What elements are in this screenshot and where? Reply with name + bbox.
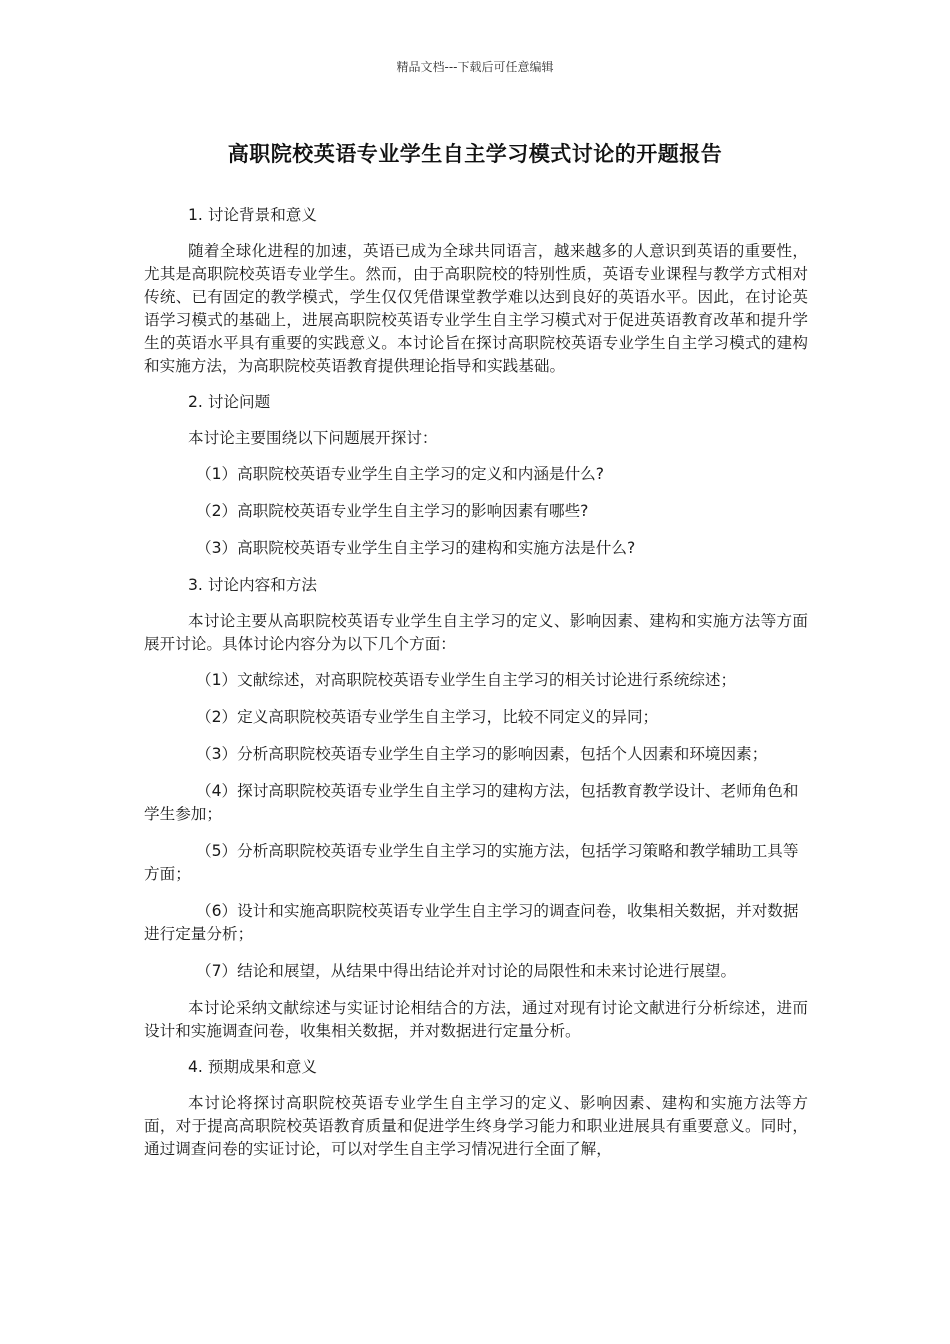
list-item: （1）高职院校英语专业学生自主学习的定义和内涵是什么?	[196, 465, 605, 483]
list-item: （2）高职院校英语专业学生自主学习的影响因素有哪些?	[196, 502, 589, 520]
paragraph: 本讨论主要围绕以下问题展开探讨：	[188, 429, 438, 447]
section-heading: 2. 讨论问题	[188, 393, 271, 411]
list-item: （4）探讨高职院校英语专业学生自主学习的建构方法，包括教育教学设计、老师角色和学生参加；	[144, 782, 799, 823]
header-note: 精品文档---下载后可任意编辑	[396, 60, 554, 74]
section-heading: 3. 讨论内容和方法	[188, 576, 317, 594]
paragraph: 随着全球化进程的加速，英语已成为全球共同语言，越来越多的人意识到英语的重要性，尤其是高职院校英语专业学生。然而，由于高职院校的特别性质，英语专业课程与教学方式相对传统、已有固定的教学模式，学生仅仅凭借课堂教学难以达到良好的英语水平。因此，在讨论英语学习模式的基础上，进展高职院校英语专业学生自主学习模式对于促进英语教育改革和提升学生的英语水平具有重要的实践意义。本讨论旨在探讨高职院校英语专业学生自主学习模式的建构和实施方法，为高职院校英语教育提供理论指导和实践基础。	[144, 242, 808, 375]
paragraph: 本讨论采纳文献综述与实证讨论相结合的方法，通过对现有讨论文献进行分析综述，进而设计和实施调查问卷，收集相关数据，并对数据进行定量分析。	[144, 999, 808, 1040]
document-body	[144, 204, 808, 1174]
section-heading: 4. 预期成果和意义	[188, 1058, 317, 1076]
section-heading: 1. 讨论背景和意义	[188, 206, 317, 224]
document-title: 高职院校英语专业学生自主学习模式讨论的开题报告	[227, 142, 723, 166]
list-item: （3）高职院校英语专业学生自主学习的建构和实施方法是什么?	[196, 539, 636, 557]
list-item: （3）分析高职院校英语专业学生自主学习的影响因素，包括个人因素和环境因素；	[196, 745, 768, 763]
list-item: （2）定义高职院校英语专业学生自主学习，比较不同定义的异同；	[196, 708, 659, 726]
list-item: （5）分析高职院校英语专业学生自主学习的实施方法，包括学习策略和教学辅助工具等方面；	[144, 842, 799, 883]
paragraph: 本讨论主要从高职院校英语专业学生自主学习的定义、影响因素、建构和实施方法等方面展开讨论。具体讨论内容分为以下几个方面：	[144, 612, 808, 653]
paragraph: 本讨论将探讨高职院校英语专业学生自主学习的定义、影响因素、建构和实施方法等方面，对于提高高职院校英语教育质量和促进学生终身学习能力和职业进展具有重要意义。同时，通过调查问卷的实证讨论，可以对学生自主学习情况进行全面了解，	[144, 1094, 808, 1158]
list-item: （7）结论和展望，从结果中得出结论并对讨论的局限性和未来讨论进行展望。	[196, 962, 737, 980]
list-item: （1）文献综述，对高职院校英语专业学生自主学习的相关讨论进行系统综述；	[196, 671, 737, 689]
list-item: （6）设计和实施高职院校英语专业学生自主学习的调查问卷，收集相关数据，并对数据进行定量分析；	[144, 902, 799, 943]
